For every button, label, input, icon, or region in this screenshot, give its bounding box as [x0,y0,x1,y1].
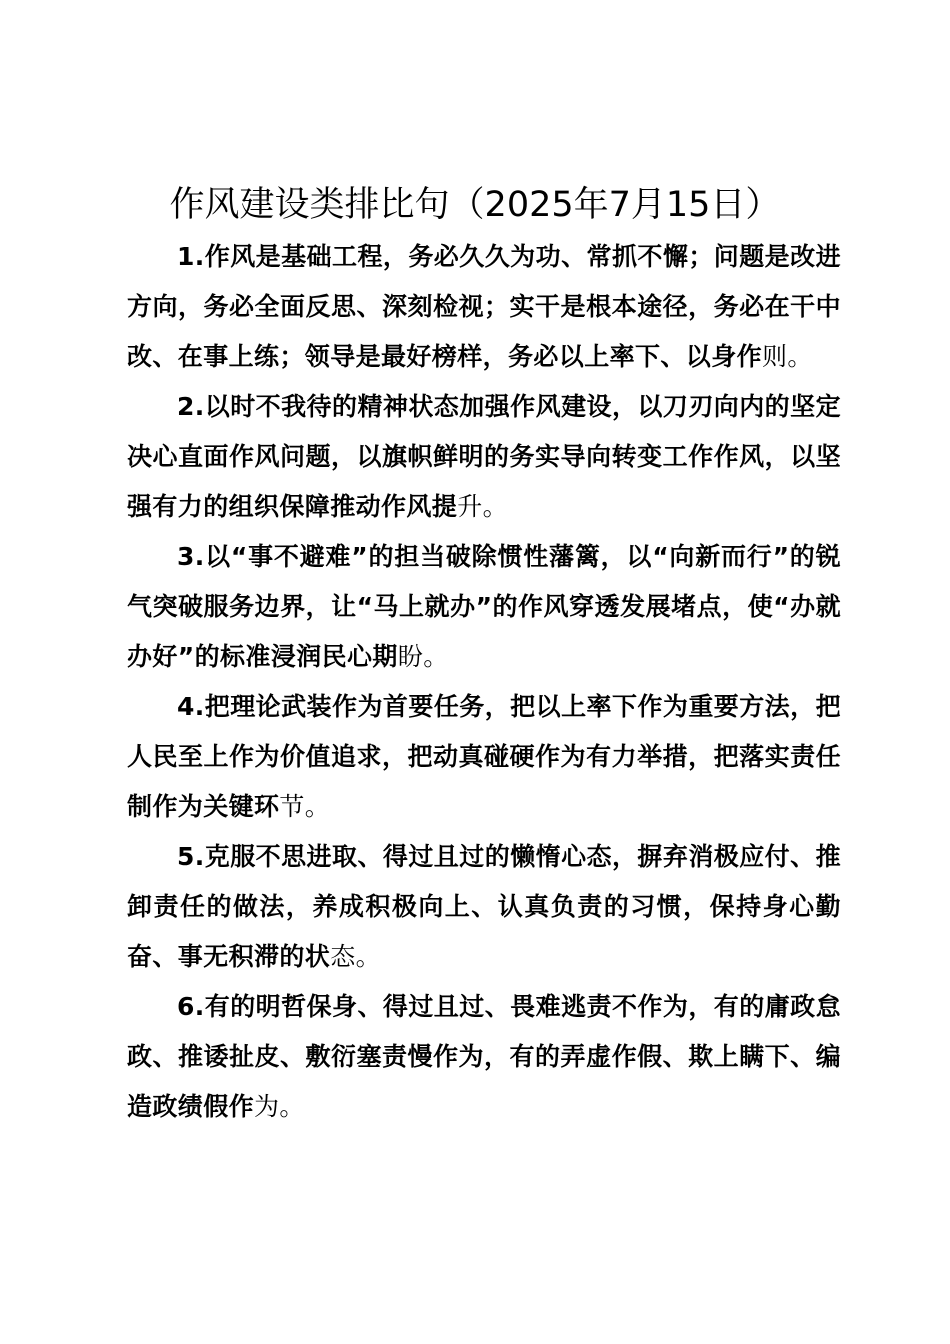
paragraph-3-ending: 盼。 [397,642,449,671]
paragraph-1 [127,232,841,382]
paragraph-6 [127,982,841,1132]
paragraph-4 [127,682,841,832]
paragraph-5-bold-text: 5.克服不思进取、得过且过的懒惰心态，摒弃消极应付、推卸责任的做法，养成积极向上、认真负责的习惯，保持身心勤奋、事无积滞的状 [127,842,841,971]
paragraph-6-ending: 为。 [254,1092,305,1121]
paragraph-1-ending: 则。 [762,342,813,371]
paragraph-4-ending: 节。 [279,792,331,821]
paragraph-2 [127,382,841,532]
paragraph-5-ending: 态。 [330,942,382,971]
paragraph-2-bold-text: 2.以时不我待的精神状态加强作风建设，以刀刃向内的坚定决心直面作风问题，以旗帜鲜明的务实导向转变工作作风，以坚强有力的组织保障推动作风提 [127,392,841,521]
paragraph-2-ending: 升。 [457,492,509,521]
paragraph-1-bold-text: 1.作风是基础工程，务必久久为功、常抓不懈；问题是改进方向，务必全面反思、深刻检视；实干是根本途径，务必在干中改、在事上练；领导是最好榜样，务必以上率下、以身作 [127,242,841,371]
paragraph-4-bold-text: 4.把理论武装作为首要任务，把以上率下作为重要方法，把人民至上作为价值追求，把动真碰硬作为有力举措，把落实责任制作为关键环 [127,692,841,821]
document-body [127,232,841,1132]
paragraph-6-bold-text: 6.有的明哲保身、得过且过、畏难逃责不作为，有的庸政怠政、推诿扯皮、敷衍塞责慢作为，有的弄虚作假、欺上瞒下、编造政绩假作 [127,992,841,1121]
paragraph-3 [127,532,841,682]
document-title: 作风建设类排比句（2025年7月15日） [169,185,781,225]
paragraph-5 [127,832,841,982]
paragraph-3-bold-text: 3.以“事不避难”的担当破除惯性藩篱，以“向新而行”的锐气突破服务边界，让“马上就办”的作风穿透发展堵点，使“办就办好”的标准浸润民心期 [127,542,841,671]
